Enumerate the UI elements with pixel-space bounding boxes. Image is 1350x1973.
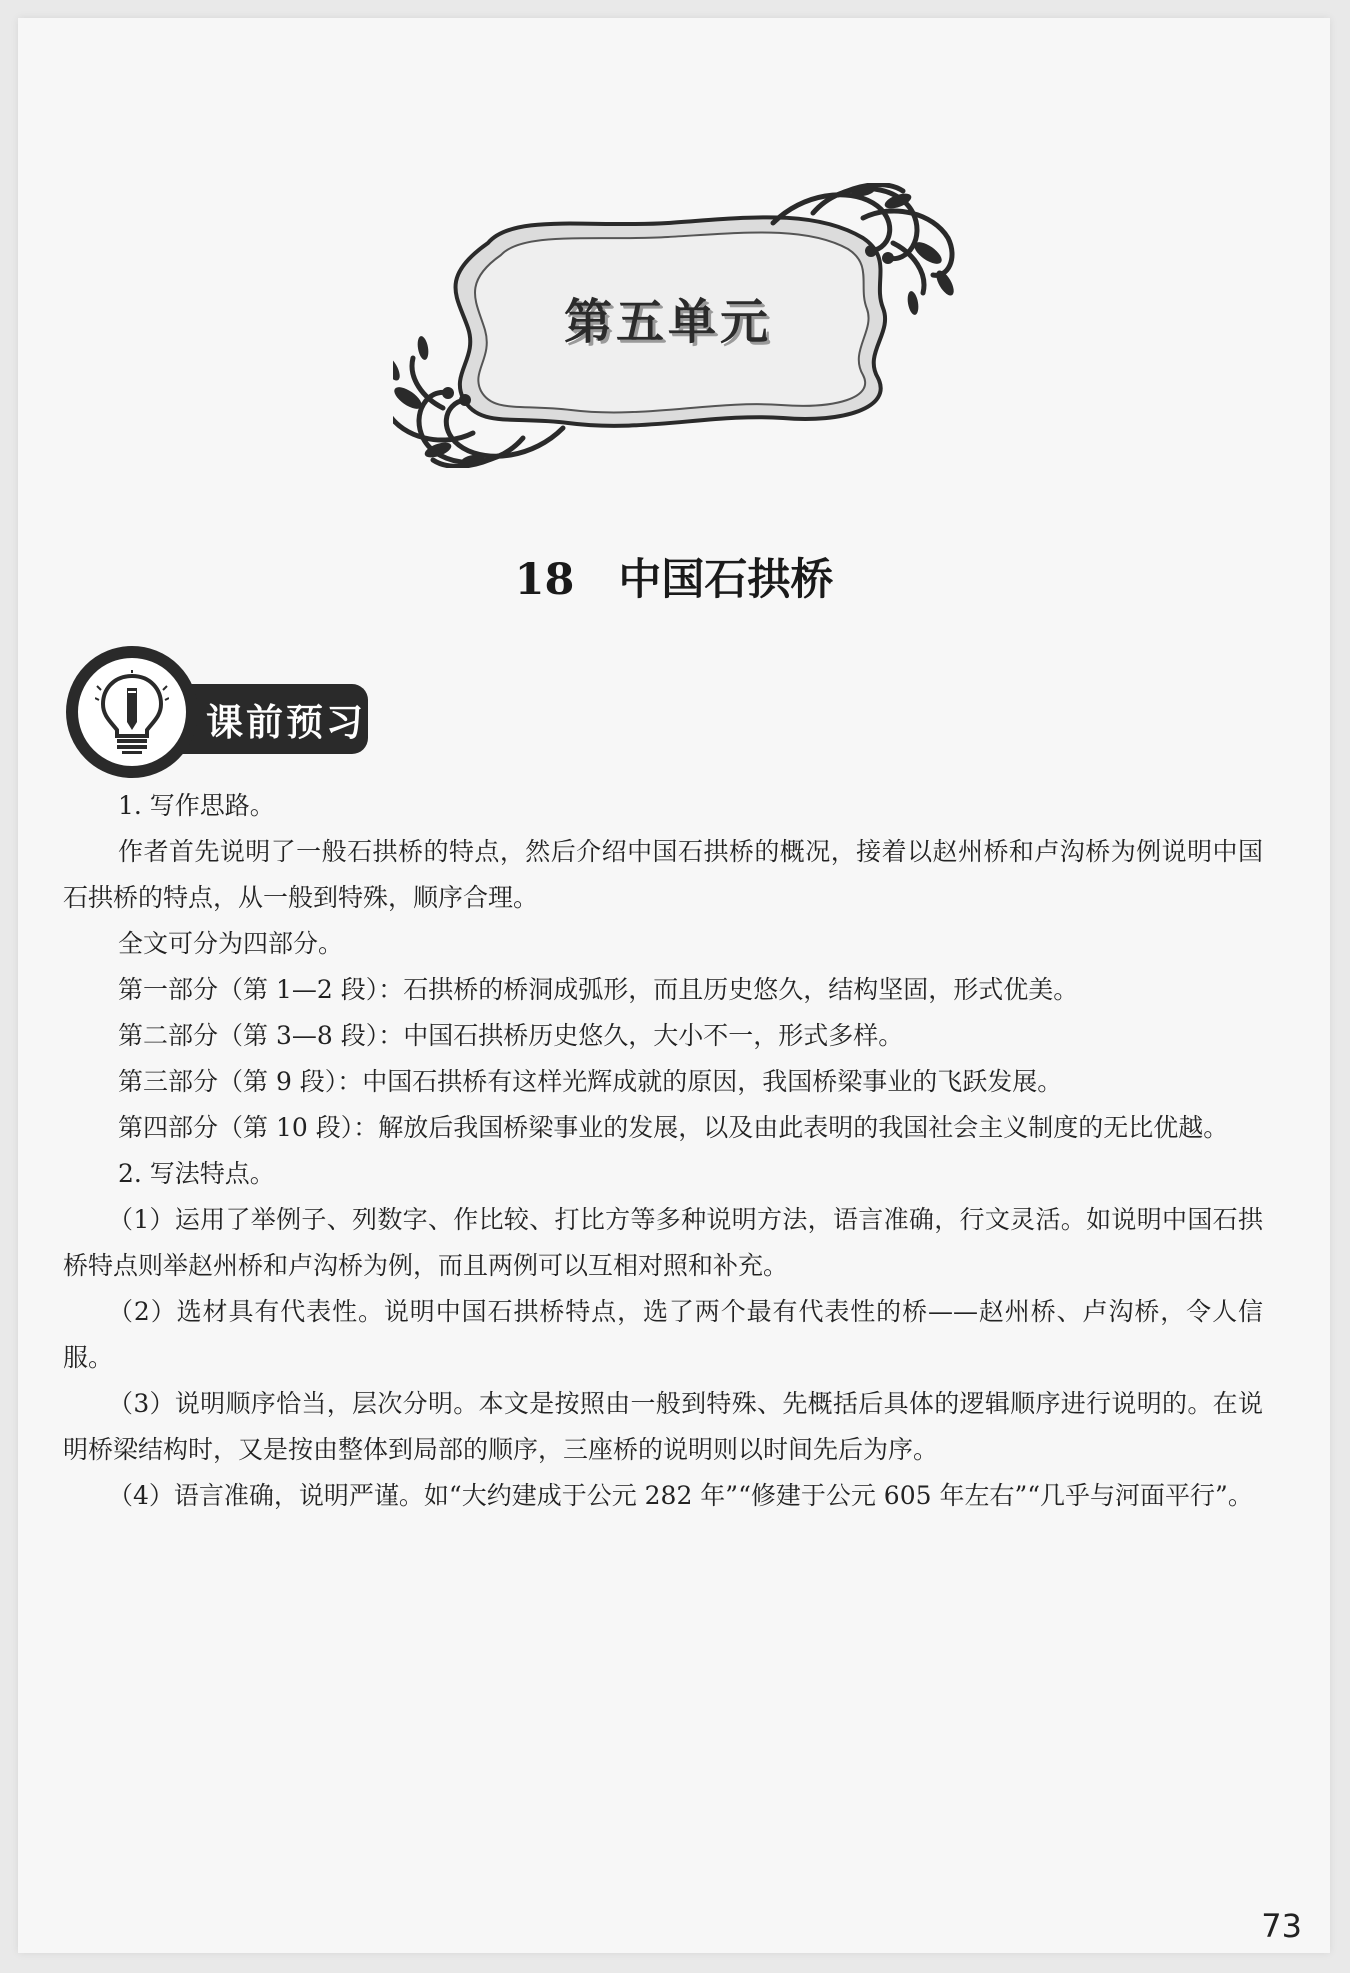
- paragraph: 2. 写法特点。: [118, 1159, 275, 1188]
- page-number: 73: [1261, 1907, 1302, 1945]
- lesson-title: [18, 546, 1330, 607]
- section-heading: [66, 646, 396, 776]
- paragraph: 全文可分为四部分。: [118, 929, 344, 958]
- page: [18, 18, 1330, 1953]
- paragraph: 第一部分（第 1—2 段）：石拱桥的桥洞成弧形，而且历史悠久，结构坚固，形式优美。: [118, 975, 1079, 1004]
- paragraph: 第四部分（第 10 段）：解放后我国桥梁事业的发展，以及由此表明的我国社会主义制度的无比优越。: [118, 1113, 1229, 1142]
- unit-banner: [393, 183, 963, 468]
- paragraph: （4）语言准确，说明严谨。如“大约建成于公元 282 年”“修建于公元 605 年左右”“几乎与河面平行”。: [108, 1481, 1253, 1510]
- paragraph: （3）说明顺序恰当，层次分明。本文是按照由一般到特殊、先概括后具体的逻辑顺序进行说明的。在说明桥梁结构时，又是按由整体到局部的顺序，三座桥的说明则以时间先后为序。: [63, 1389, 1263, 1464]
- lesson-number: 18: [514, 555, 575, 605]
- paragraph: 1. 写作思路。: [118, 791, 275, 820]
- section-heading-label: 课前预习: [206, 701, 366, 744]
- paragraph: 第三部分（第 9 段）：中国石拱桥有这样光辉成就的原因，我国桥梁事业的飞跃发展。: [118, 1067, 1063, 1096]
- lightbulb-pencil-icon: [66, 646, 198, 778]
- lesson-name: 中国石拱桥: [618, 555, 834, 605]
- paragraph: （2）选材具有代表性。说明中国石拱桥特点，选了两个最有代表性的桥——赵州桥、卢沟桥，令人信服。: [63, 1297, 1263, 1372]
- unit-title: 第五单元: [563, 294, 772, 350]
- paragraph: 作者首先说明了一般石拱桥的特点，然后介绍中国石拱桥的概况，接着以赵州桥和卢沟桥为例说明中国石拱桥的特点，从一般到特殊，顺序合理。: [63, 837, 1263, 912]
- body-text: [63, 783, 1263, 1519]
- paragraph: （1）运用了举例子、列数字、作比较、打比方等多种说明方法，语言准确，行文灵活。如说明中国石拱桥特点则举赵州桥和卢沟桥为例，而且两例可以互相对照和补充。: [63, 1205, 1263, 1280]
- paragraph: 第二部分（第 3—8 段）：中国石拱桥历史悠久，大小不一，形式多样。: [118, 1021, 904, 1050]
